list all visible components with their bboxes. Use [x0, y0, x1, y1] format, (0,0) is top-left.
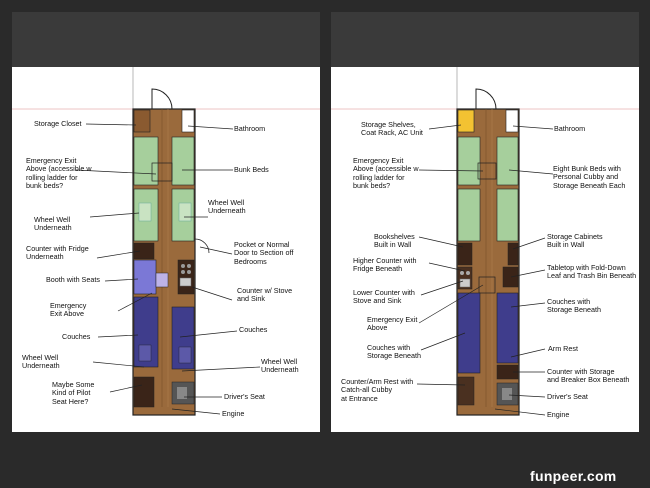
- label-wheel-well-right-2: Wheel Well Underneath: [261, 357, 299, 375]
- label-wheel-well-right: Wheel Well Underneath: [208, 198, 246, 216]
- right-floorplan-sheet: [331, 67, 639, 432]
- label-emergency-exit-ladder: Emergency Exit Above (accessible w rolling ladder for bunk beds?: [26, 156, 92, 191]
- left-floorplan-sheet: [12, 67, 320, 432]
- label-pilot-seat: Maybe Some Kind of Pilot Seat Here?: [52, 380, 95, 406]
- label-counter-breaker: Counter with Storage and Breaker Box Beneath: [547, 367, 630, 385]
- label-wheel-well-left: Wheel Well Underneath: [34, 215, 72, 233]
- label-counter-arm-rest: Counter/Arm Rest with Catch-all Cubby at Entrance: [341, 377, 414, 403]
- label-wheel-well-left-2: Wheel Well Underneath: [22, 353, 60, 371]
- label-emergency-exit: Emergency Exit Above: [367, 315, 418, 333]
- label-drivers-seat: Driver's Seat: [224, 392, 265, 401]
- label-couches-storage-left: Couches with Storage Beneath: [367, 343, 421, 361]
- label-eight-bunk-beds: Eight Bunk Beds with Personal Cubby and Storage Beneath Each: [553, 164, 626, 190]
- label-bookshelves: Bookshelves Built in Wall: [374, 232, 415, 250]
- label-bunk-beds: Bunk Beds: [234, 165, 269, 174]
- label-counter-fridge: Counter with Fridge Underneath: [26, 244, 89, 262]
- right-floorplan-panel: [331, 12, 639, 420]
- left-floorplan-panel: [12, 12, 320, 420]
- label-couches-left: Couches: [62, 332, 91, 341]
- label-emergency-exit-ladder: Emergency Exit Above (accessible w rolling ladder for bunk beds?: [353, 156, 419, 191]
- label-emergency-exit: Emergency Exit Above: [50, 301, 87, 319]
- label-tabletop: Tabletop with Fold-Down Leaf and Trash Bin Beneath: [547, 263, 637, 281]
- label-engine: Engine: [222, 409, 245, 418]
- watermark-text: funpeer.com: [530, 468, 617, 484]
- label-bathroom: Bathroom: [554, 124, 586, 133]
- label-engine: Engine: [547, 410, 570, 419]
- label-booth: Booth with Seats: [46, 275, 100, 284]
- label-higher-counter: Higher Counter with Fridge Beneath: [353, 256, 417, 274]
- label-storage-shelves: Storage Shelves, Coat Rack, AC Unit: [361, 120, 423, 138]
- label-counter-stove: Counter w/ Stove and Sink: [237, 286, 293, 304]
- label-arm-rest: Arm Rest: [548, 344, 578, 353]
- label-couches-storage-right: Couches with Storage Beneath: [547, 297, 601, 315]
- label-couches-right: Couches: [239, 325, 268, 334]
- label-pocket-door: Pocket or Normal Door to Section off Bedrooms: [234, 240, 294, 266]
- label-drivers-seat: Driver's Seat: [547, 392, 588, 401]
- label-lower-counter: Lower Counter with Stove and Sink: [353, 288, 415, 306]
- label-storage-closet: Storage Closet: [34, 119, 82, 128]
- label-storage-cabinets: Storage Cabinets Built in Wall: [547, 232, 603, 250]
- label-bathroom: Bathroom: [234, 124, 266, 133]
